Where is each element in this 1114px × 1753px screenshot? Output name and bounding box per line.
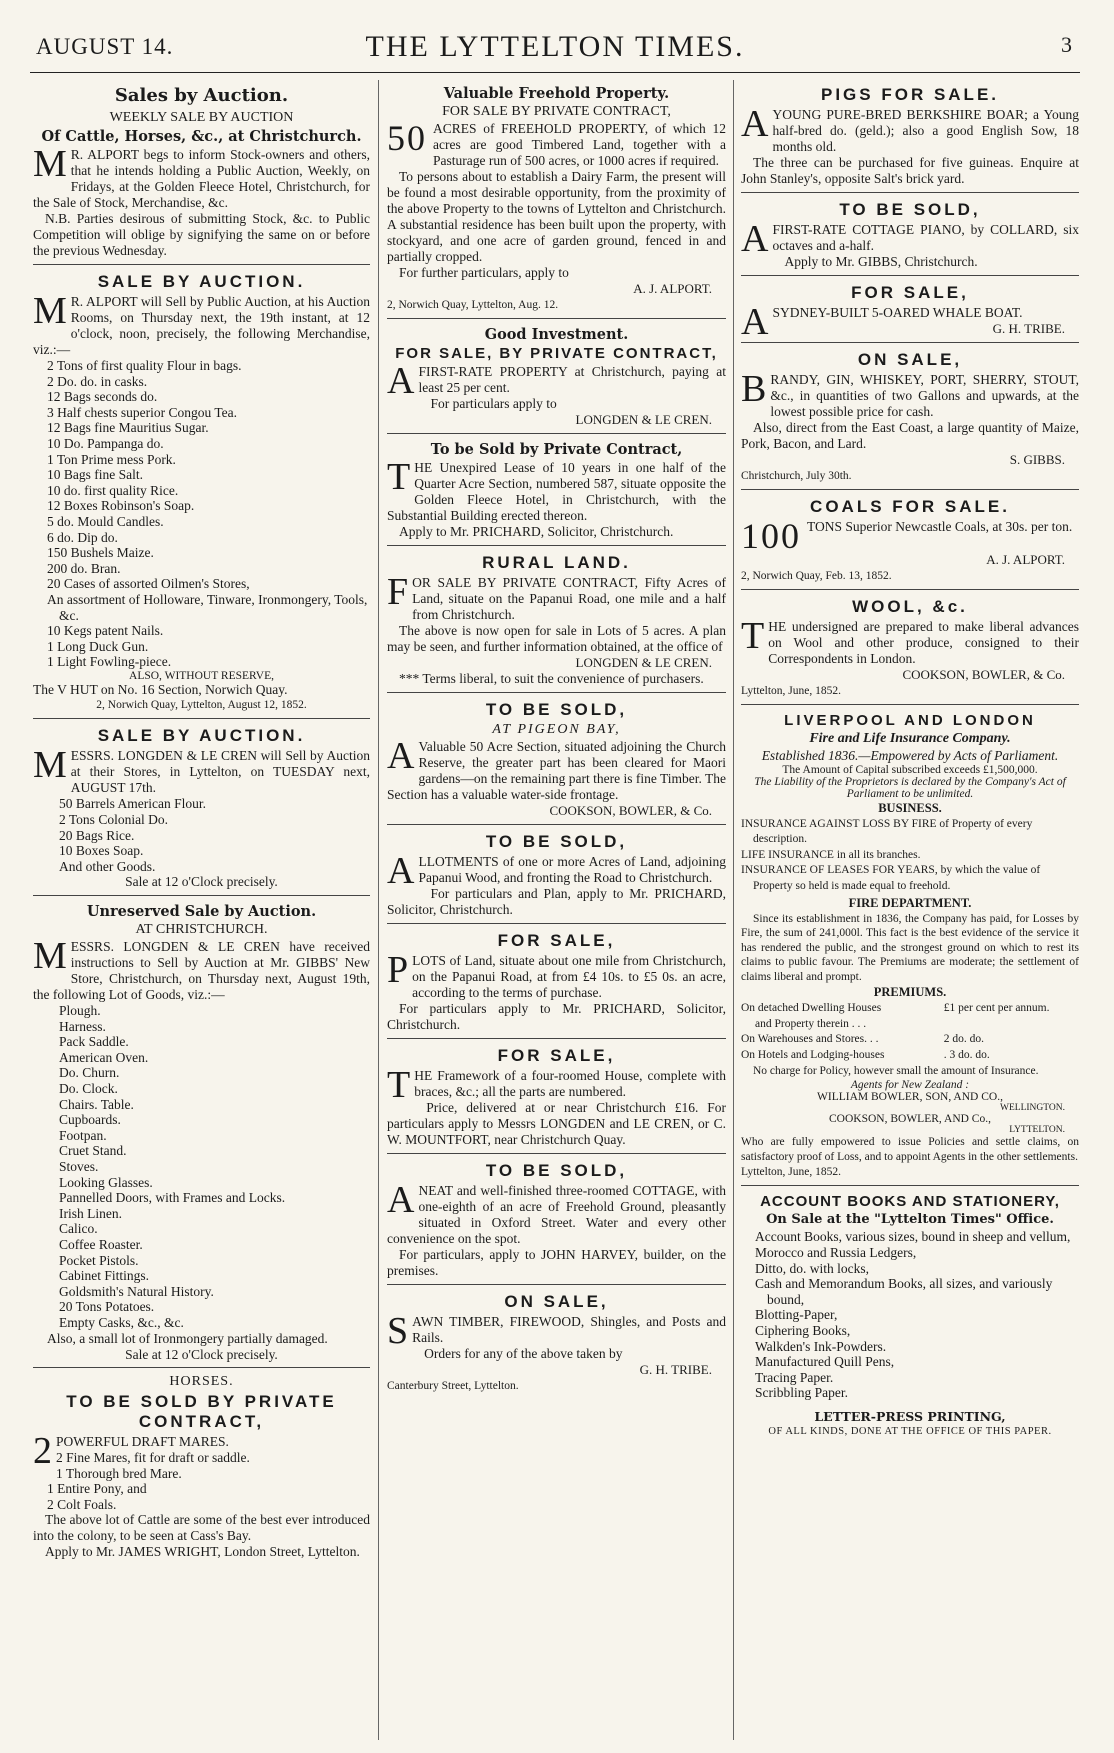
drop-cap: M — [33, 143, 67, 185]
good-investment-ad — [387, 321, 726, 434]
ad-subheading: FOR SALE BY PRIVATE CONTRACT, — [442, 104, 671, 119]
ad-heading: FOR SALE, — [497, 931, 616, 950]
wool-ad — [741, 592, 1079, 705]
ad-date: 2, Norwich Quay, Lyttelton, Aug. 12. — [387, 299, 559, 311]
list-item: 10 Do. Pampanga do. — [47, 435, 164, 451]
ad-body: ASYDNEY-BUILT 5-OARED WHALE BOAT. — [741, 301, 1023, 343]
drop-cap: M — [33, 290, 67, 332]
list-item: 20 Cases of assorted Oilmen's Stores, — [47, 576, 250, 592]
list-item: Plough. — [59, 1003, 101, 1019]
agents-heading: Agents for New Zealand : — [850, 1079, 970, 1092]
column-3 — [741, 80, 1079, 1740]
list-item: 12 Bags fine Mauritius Sugar. — [47, 420, 209, 436]
ad-heading: SALE BY AUCTION. — [97, 726, 306, 746]
list-item: 12 Boxes Robinson's Soap. — [47, 498, 195, 514]
ad-body: PLOTS of Land, situate about one mile from Christchurch, on the Papanui Road, at from £4 10s. to £5 0s. an acre, according to the terms of purchase. — [387, 949, 726, 1000]
agent-town: WELLINGTON. — [1000, 1103, 1065, 1114]
capital-line: The Amount of Capital subscribed exceeds £1,500,000. — [782, 763, 1038, 776]
ad-heading: FOR SALE, — [851, 283, 969, 302]
list-item: 2 Tons of first quality Flour in bags. — [47, 358, 242, 373]
ad-body: 100 TONS Superior Newcastle Coals, at 30s. per ton. — [741, 516, 1073, 556]
list-item: Pannelled Doors, with Frames and Locks. — [59, 1190, 286, 1206]
ad-date: Canterbury Street, Lyttelton. — [387, 1380, 519, 1392]
ad-note: N.B. Parties desirous of submitting Stock, &c. to Public Competition will oblige by signifying the same on or before the previous Wednesday. — [33, 211, 370, 258]
list-item: Walkden's Ink-Powders. — [755, 1338, 887, 1354]
list-item: Empty Casks, &c., &c. — [59, 1314, 184, 1330]
page-number: 3 — [1061, 32, 1072, 57]
business-item: INSURANCE OF LEASES FOR YEARS, by which the value of Property so held is made equal to freehold. — [741, 864, 1041, 892]
list-item: 2 Fine Mares, fit for draft or saddle. — [56, 1450, 250, 1466]
unreserved-sale-ad — [33, 898, 370, 1368]
ad-body: AYOUNG PURE-BRED BERKSHIRE BOAR; a Young half-bred do. (geld.); also a good English Sow, 18 months old. — [741, 103, 1079, 154]
business-item: INSURANCE AGAINST LOSS BY FIRE of Property of every description. — [741, 817, 1033, 846]
list-item: Cupboards. — [59, 1112, 121, 1128]
also-note: Also, a small lot of Ironmongery partially damaged. — [47, 1330, 328, 1346]
list-item: Account Books, various sizes, bound in sheep and vellum, — [755, 1229, 1071, 1245]
rural-land-ad — [387, 548, 726, 693]
drop-cap: 2 — [33, 1430, 52, 1473]
list-item: Morocco and Russia Ledgers, — [755, 1245, 917, 1261]
signature: LONGDEN & LE CREN. — [575, 655, 712, 670]
ad-body: BRANDY, GIN, WHISKEY, PORT, SHERRY, STOUT, &c., in quantities of two Gallons and upwards, at the lowest possible price for cash. — [741, 368, 1079, 419]
list-item: 150 Bushels Maize. — [47, 545, 154, 561]
ad-date: Lyttelton, June, 1852. — [741, 685, 841, 697]
ad-date: Christchurch, July 30th. — [741, 470, 852, 482]
weekly-sale-ad — [33, 80, 370, 265]
drop-cap: M — [33, 744, 67, 787]
list-item: 1 Long Duck Gun. — [47, 638, 149, 654]
ad-body: ALLOTMENTS of one or more Acres of Land, adjoining Papanui Wood, and fronting the Road to Christchurch. — [387, 850, 726, 892]
list-item: Goldsmith's Natural History. — [59, 1283, 214, 1299]
list-item: Irish Linen. — [59, 1205, 122, 1221]
ad-heading: ACCOUNT BOOKS AND STATIONERY, — [760, 1193, 1060, 1211]
framework-ad — [387, 1041, 726, 1154]
drop-cap: S — [387, 1310, 409, 1352]
sale-by-auction-ad — [33, 721, 370, 896]
list-item: Manufactured Quill Pens, — [755, 1354, 895, 1370]
list-item: Do. Clock. — [59, 1081, 118, 1096]
ad-body: ANEAT and well-finished three-roomed COTTAGE, with one-eighth of an acre of Freehold Ground, pleasantly situated in Oxford Street. Water and every other convenience on the spot. — [387, 1179, 726, 1246]
ad-body: 2 POWERFUL DRAFT MARES. — [33, 1430, 229, 1473]
agents-text: Who are fully empowered to issue Policies and settle claims, on satisfactory proof of Loss, and to appoint Agents in the other settlements. — [741, 1136, 1079, 1163]
no-charge-note: No charge for Policy, however small the amount of Insurance. — [753, 1065, 1039, 1078]
ad-body: 50 ACRES of FREEHOLD PROPERTY, of which 12 acres are good Timbered Land, together with a Pasturage run of 500 acres, or 1000 acres if required. — [387, 118, 726, 168]
ad-body: THE Framework of a four-roomed House, complete with braces, &c.; all the parts are numbered. — [387, 1064, 726, 1106]
coals-ad — [741, 492, 1079, 590]
business-item: LIFE INSURANCE in all its branches. — [741, 848, 921, 861]
ad-body: M R. ALPORT will Sell by Public Auction, at his Auction Rooms, on Thursday next, the 19th instant, at 12 o'clock, noon, precisely, the following Merchandise, viz.:— — [33, 290, 370, 357]
signature: G. H. TRIBE. — [639, 1362, 712, 1377]
ad-body-text: The three can be purchased for five guineas. Enquire at John Stanley's, opposite Salt's brick yard. — [741, 155, 1079, 186]
list-item: 6 do. Dip do. — [47, 529, 118, 545]
ad-body-text: Price, delivered at or near Christchurch £16. For particulars apply to Messrs LONGDEN and LE CREN, or C. W. MOUNTFORT, near Christchurch Quay. — [387, 1100, 726, 1147]
drop-cap: B — [741, 368, 767, 410]
drop-cap: F — [387, 571, 409, 613]
ad-body-text: Also, direct from the East Coast, a large quantity of Maize, Pork, Bacon, and Lard. — [741, 420, 1079, 451]
drop-cap: A — [387, 1179, 415, 1221]
horses-ad — [33, 1370, 370, 1565]
list-item: 10 do. first quality Rice. — [47, 482, 179, 498]
premium-row: On Hotels and Lodging-houses . 3 do. do. — [741, 1048, 990, 1061]
ad-heading: SALE BY AUCTION. — [97, 272, 306, 291]
piano-ad — [741, 195, 1079, 276]
list-item: Tracing Paper. — [755, 1369, 834, 1385]
ad-heading: Good Investment. — [484, 326, 629, 343]
column-2 — [387, 80, 726, 1740]
list-item: 10 Kegs patent Nails. — [47, 623, 164, 639]
list-item: 2 Do. do. in casks. — [47, 373, 148, 389]
drop-cap: T — [741, 615, 765, 657]
ad-heading: WOOL, &c. — [852, 597, 968, 616]
ad-heading: ON SALE, — [857, 350, 963, 369]
company-name: Fire and Life Insurance Company. — [809, 731, 1011, 746]
list-item: Do. Churn. — [59, 1065, 120, 1081]
list-item: 50 Barrels American Flour. — [59, 796, 206, 812]
list-item: Harness. — [59, 1018, 106, 1034]
sale-time: Sale at 12 o'Clock precisely. — [125, 874, 278, 890]
list-item: Looking Glasses. — [59, 1174, 153, 1190]
fire-heading: FIRE DEPARTMENT. — [848, 895, 972, 910]
ad-subheading: FOR SALE, BY PRIVATE CONTRACT, — [395, 345, 718, 362]
pigs-ad — [741, 80, 1079, 193]
premium-row: On Warehouses and Stores. . . 2 do. do. — [741, 1033, 985, 1046]
ad-body: M R. ALPORT begs to inform Stock-owners and others, that he intends holding a Public Auction, Weekly, on Fridays, at the Golden Fleece Hotel, Christchurch, for the Sale of Stock, Merchandise, &c. — [33, 143, 370, 210]
column-rule — [378, 80, 379, 1740]
cottage-ad — [387, 1156, 726, 1285]
agent-town: LYTTELTON. — [1009, 1125, 1065, 1136]
ad-heading: LIVERPOOL AND LONDON — [784, 712, 1036, 729]
apply-note: Apply to Mr. JAMES WRIGHT, London Street, Lyttelton. — [45, 1544, 360, 1560]
list-item: Blotting-Paper, — [755, 1307, 838, 1323]
ad-body-text: Apply to Mr. GIBBS, Christchurch. — [784, 254, 978, 269]
ad-body-text: Orders for any of the above taken by — [424, 1346, 623, 1361]
printing-note: OF ALL KINDS, DONE AT THE OFFICE OF THIS PAPER. — [768, 1425, 1052, 1437]
ad-body: MESSRS. LONGDEN & LE CREN have received instructions to Sell by Auction at Mr. GIBBS' New Store, Christchurch, on Thursday next, August 19th, the following Lot of Goods, viz.:— — [33, 935, 370, 1003]
list-item: American Oven. — [59, 1049, 149, 1065]
signature: COOKSON, BOWLER, & Co. — [549, 803, 712, 818]
list-item: Pack Saddle. — [59, 1034, 129, 1050]
list-item: An assortment of Holloware, Tinware, Ironmongery, Tools, &c. — [47, 591, 368, 623]
list-item: 1 Entire Pony, and — [47, 1481, 147, 1497]
signature: S. GIBBS. — [1009, 452, 1065, 467]
drop-cap: M — [33, 935, 67, 978]
list-item: Ciphering Books, — [755, 1323, 851, 1338]
list-item: Cash and Memorandum Books, all sizes, and variously bound, — [755, 1276, 1053, 1307]
ad-heading: Unreserved Sale by Auction. — [86, 903, 317, 921]
also-note: ALSO, WITHOUT RESERVE, — [129, 669, 274, 682]
list-item: 200 do. Bran. — [47, 560, 121, 576]
column-rule — [733, 80, 734, 1740]
drop-cap: A — [387, 850, 415, 892]
whale-boat-ad — [741, 278, 1079, 343]
ad-body: SAWN TIMBER, FIREWOOD, Shingles, and Posts and Rails. — [387, 1310, 726, 1352]
ad-subheading: On Sale at the "Lyttelton Times" Office. — [766, 1212, 1054, 1228]
business-heading: BUSINESS. — [878, 800, 942, 815]
list-item: Cabinet Fittings. — [59, 1268, 150, 1284]
pigeon-bay-ad — [387, 695, 726, 825]
ad-body: THE Unexpired Lease of 10 years in one half of the Quarter Acre Section, numbered 587, situate opposite the Golden Fleece Hotel, in Christchurch, with the Substantial Building erected thereon. — [387, 456, 726, 523]
section-title: Sales by Auction. — [114, 85, 289, 106]
insurance-ad — [741, 707, 1079, 1186]
drop-cap: T — [387, 1064, 411, 1106]
ad-body-text: The above lot of Cattle are some of the best ever introduced into the colony, to be seen at Cass's Bay. — [33, 1512, 370, 1544]
list-item: And other Goods. — [59, 858, 156, 874]
freehold-property-ad — [387, 80, 726, 319]
ad-subheading: AT CHRISTCHURCH. — [135, 922, 268, 938]
sale-time: Sale at 12 o'Clock precisely. — [125, 1346, 278, 1362]
list-item: 2 Tons Colonial Do. — [59, 812, 169, 828]
drop-cap: A — [741, 218, 769, 260]
column-1 — [33, 80, 370, 1740]
fire-text: Since its establishment in 1836, the Company has paid, for Losses by Fire, the sum of 241,000l. This fact is the best evidence of the service it has rendered the public, and the strongest ground on which to rest its claims to public favour. The Premiums are moderate; the settlement of claims liberal and prompt. — [741, 912, 1079, 983]
list-item: 1 Thorough bred Mare. — [56, 1465, 182, 1481]
list-item: 12 Bags seconds do. — [47, 389, 158, 405]
ad-body-text: For particulars apply to — [430, 396, 557, 411]
ad-date: 2, Norwich Quay, Feb. 13, 1852. — [741, 570, 892, 582]
ad-body-text: For particulars, apply to JOHN HARVEY, builder, on the premises. — [387, 1247, 726, 1278]
established-line: Established 1836.—Empowered by Acts of Parliament. — [761, 748, 1059, 763]
list-item: Calico. — [59, 1221, 98, 1237]
spirits-ad — [741, 345, 1079, 490]
drop-cap: A — [387, 735, 415, 777]
drop-cap: P — [387, 949, 409, 991]
sale-by-auction-ad — [33, 267, 370, 719]
ad-body-text: *** Terms liberal, to suit the convenience of purchasers. — [399, 671, 704, 686]
ad-body: AFIRST-RATE COTTAGE PIANO, by COLLARD, six octaves and a-half. — [741, 218, 1079, 260]
list-item: Footpan. — [59, 1127, 107, 1143]
signature: A. J. ALPORT. — [986, 552, 1065, 567]
drop-cap: A — [741, 301, 769, 343]
list-item: Coffee Roaster. — [59, 1236, 143, 1252]
signature: LONGDEN & LE CREN. — [575, 412, 712, 427]
agent-name: COOKSON, BOWLER, AND Co., — [829, 1113, 991, 1126]
drop-cap: T — [387, 456, 411, 498]
ad-heading: PIGS FOR SALE. — [820, 85, 1000, 104]
list-item: 20 Tons Potatoes. — [59, 1299, 155, 1315]
stationery-ad — [741, 1188, 1079, 1442]
ad-body: FOR SALE BY PRIVATE CONTRACT, Fifty Acres of Land, situate on the Papanui Road, one mile and a half from Christchurch. — [387, 571, 726, 622]
list-item: Stoves. — [59, 1158, 99, 1174]
ad-heading: TO BE SOLD, — [485, 832, 628, 851]
masthead — [30, 28, 1080, 73]
timber-ad — [387, 1287, 726, 1399]
drop-cap: A — [741, 103, 769, 145]
list-item: Scribbling Paper. — [755, 1385, 848, 1401]
ad-heading: COALS FOR SALE. — [810, 497, 1010, 516]
list-item: 10 Boxes Soap. — [59, 843, 144, 859]
ad-body: THE undersigned are prepared to make liberal advances on Wool and other produce, consigned to their Correspondents in London. — [741, 615, 1079, 666]
ad-body-text: For particulars apply to Mr. PRICHARD, Solicitor, Christchurch. — [387, 1001, 726, 1032]
ad-heading: TO BE SOLD, — [485, 700, 628, 719]
allotments-ad — [387, 827, 726, 924]
ad-date: Lyttelton, June, 1852. — [741, 1166, 841, 1179]
large-number: 50 — [387, 118, 427, 158]
list-item: 2 Colt Foals. — [47, 1496, 117, 1512]
ad-heading: TO BE SOLD, — [839, 200, 981, 219]
signature: A. J. ALPORT. — [633, 281, 712, 296]
ad-heading: FOR SALE, — [497, 1046, 616, 1065]
list-item: Cruet Stand. — [59, 1143, 127, 1159]
list-item: 5 do. Mould Candles. — [47, 513, 164, 529]
signature: G. H. TRIBE. — [992, 321, 1065, 336]
ad-subheading: AT PIGEON BAY, — [492, 722, 621, 737]
ad-subheading: TO BE SOLD BY PRIVATE CONTRACT, — [66, 1392, 337, 1432]
ad-heading: Valuable Freehold Property. — [443, 85, 670, 102]
ad-body-text: Apply to Mr. PRICHARD, Solicitor, Christchurch. — [399, 524, 674, 539]
ad-body-text: The above is now open for sale in Lots of 5 acres. A plan may be seen, and further information obtained, at the office of — [387, 623, 726, 654]
ad-body: A Valuable 50 Acre Section, situated adjoining the Church Reserve, the greater part has been cleared for Maori gardens—on the remaining part there is fine Timber. The Section has a valuable water-side frontage. — [387, 735, 726, 802]
list-item: Pocket Pistols. — [59, 1252, 139, 1268]
ad-heading: RURAL LAND. — [482, 553, 631, 572]
list-item: Chairs. Table. — [59, 1096, 134, 1112]
large-number: 100 — [741, 516, 801, 556]
ad-heading: ON SALE, — [504, 1292, 609, 1311]
printing-heading: LETTER-PRESS PRINTING, — [814, 1408, 1006, 1424]
list-item: 20 Bags Rice. — [59, 827, 135, 843]
ad-heading: WEEKLY SALE BY AUCTION — [109, 110, 294, 125]
ad-body: AFIRST-RATE PROPERTY at Christchurch, paying at least 25 per cent. — [387, 360, 726, 402]
ad-body: MESSRS. LONGDEN & LE CREN will Sell by Auction at their Stores, in Lyttelton, on TUESDAY next, AUGUST 17th. — [33, 744, 370, 796]
list-item: The V HUT on No. 16 Section, Norwich Quay. — [33, 681, 288, 697]
agent-name: WILLIAM BOWLER, SON, AND CO., — [817, 1091, 1003, 1104]
list-item: 3 Half chests superior Congou Tea. — [47, 404, 238, 420]
drop-cap: A — [387, 360, 415, 402]
signature: COOKSON, BOWLER, & Co. — [902, 667, 1065, 682]
ad-heading: HORSES. — [169, 1374, 234, 1390]
plots-ad — [387, 926, 726, 1039]
list-item: 10 Bags fine Salt. — [47, 467, 143, 483]
list-item: 1 Light Fowling-piece. — [47, 654, 172, 670]
issue-date: AUGUST 14. — [36, 34, 174, 59]
ad-heading: To be Sold by Private Contract, — [430, 441, 683, 458]
list-item: 1 Ton Prime mess Pork. — [47, 451, 176, 467]
ad-body-text: For further particulars, apply to — [399, 265, 569, 280]
newspaper-title: THE LYTTELTON TIMES. — [365, 30, 745, 63]
lease-ad — [387, 436, 726, 546]
liability-line: The Liability of the Proprietors is declared by the Company's Act of Parliament to be unlimited. — [754, 775, 1066, 800]
ad-subheading: Of Cattle, Horses, &c., at Christchurch. — [41, 128, 362, 145]
ad-heading: TO BE SOLD, — [485, 1161, 628, 1180]
ad-date: 2, Norwich Quay, Lyttelton, August 12, 1852. — [96, 699, 307, 712]
ad-body-text: For particulars and Plan, apply to Mr. PRICHARD, Solicitor, Christchurch. — [387, 886, 726, 917]
list-item: Ditto, do. with locks, — [755, 1260, 869, 1276]
premiums-heading: PREMIUMS. — [873, 985, 947, 1000]
premium-row: On detached Dwelling Houses and Property therein . . . £1 per cent per annum. — [741, 1002, 1050, 1030]
ad-body-text: To persons about to establish a Dairy Farm, the present will be found a most desirable opportunity, from the proximity of the above Property to the towns of Lyttelton and Christchurch. A substantial residence has been built upon the property, with stockyard, and one acre of garden ground, fenced in and partially cropped. — [387, 169, 726, 264]
